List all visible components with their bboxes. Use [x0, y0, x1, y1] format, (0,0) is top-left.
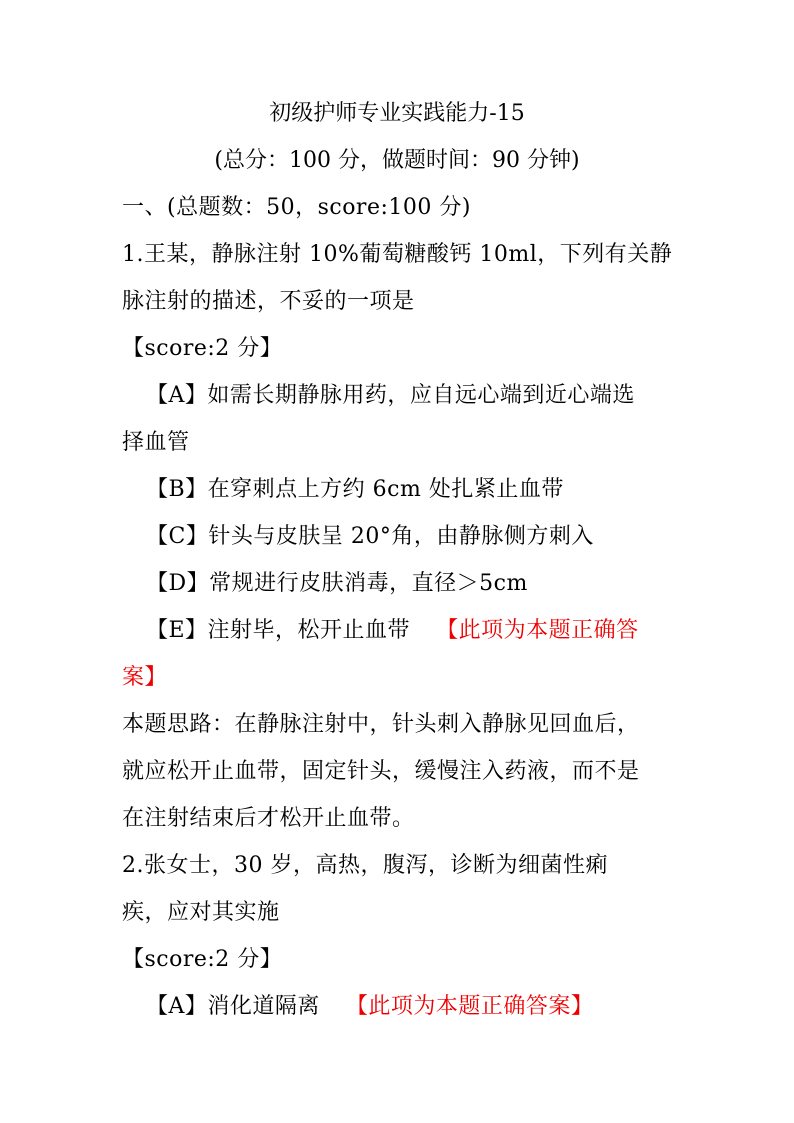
q2-stem-line2: 疾，应对其实施	[122, 900, 280, 925]
q1-explanation-line1: 本题思路：在静脉注射中，针头刺入静脉见回血后，	[122, 712, 640, 737]
q1-stem-line2: 脉注射的描述，不妥的一项是	[122, 289, 415, 314]
q1-score: 【score:2 分】	[122, 336, 283, 361]
q1-option-b: 【B】在穿刺点上方约 6cm 处扎紧止血带	[146, 477, 564, 502]
q2-option-a: 【A】消化道隔离	[146, 994, 320, 1019]
document-title: 初级护师专业实践能力-15	[269, 101, 525, 126]
q1-option-c: 【C】针头与皮肤呈 20°角，由静脉侧方刺入	[146, 524, 594, 549]
q1-option-a-line1: 【A】如需长期静脉用药，应自远心端到近心端选	[146, 383, 635, 408]
q2-stem-line1: 2.张女士，30 岁，高热，腹泻，诊断为细菌性痢	[122, 853, 608, 878]
document-subtitle: (总分：100 分，做题时间：90 分钟)	[214, 148, 580, 173]
q1-correct-marker-cont: 案】	[122, 665, 168, 690]
q1-explanation-line3: 在注射结束后才松开止血带。	[122, 806, 415, 831]
q1-option-e: 【E】注射毕，松开止血带	[146, 618, 411, 643]
q2-correct-marker: 【此项为本题正确答案】	[345, 994, 594, 1019]
q1-correct-marker: 【此项为本题正确答	[436, 618, 639, 643]
q2-option-a-row	[146, 992, 593, 1022]
q2-score: 【score:2 分】	[122, 947, 283, 972]
section-heading: 一、(总题数：50，score:100 分)	[122, 195, 471, 220]
q1-option-a-line2: 择血管	[122, 430, 190, 455]
q1-stem-line1: 1.王某，静脉注射 10%葡萄糖酸钙 10ml，下列有关静	[122, 242, 673, 267]
q1-option-d: 【D】常规进行皮肤消毒，直径＞5cm	[146, 571, 528, 596]
q1-option-e-row	[146, 616, 639, 646]
q1-explanation-line2: 就应松开止血带，固定针头，缓慢注入药液，而不是	[122, 759, 640, 784]
